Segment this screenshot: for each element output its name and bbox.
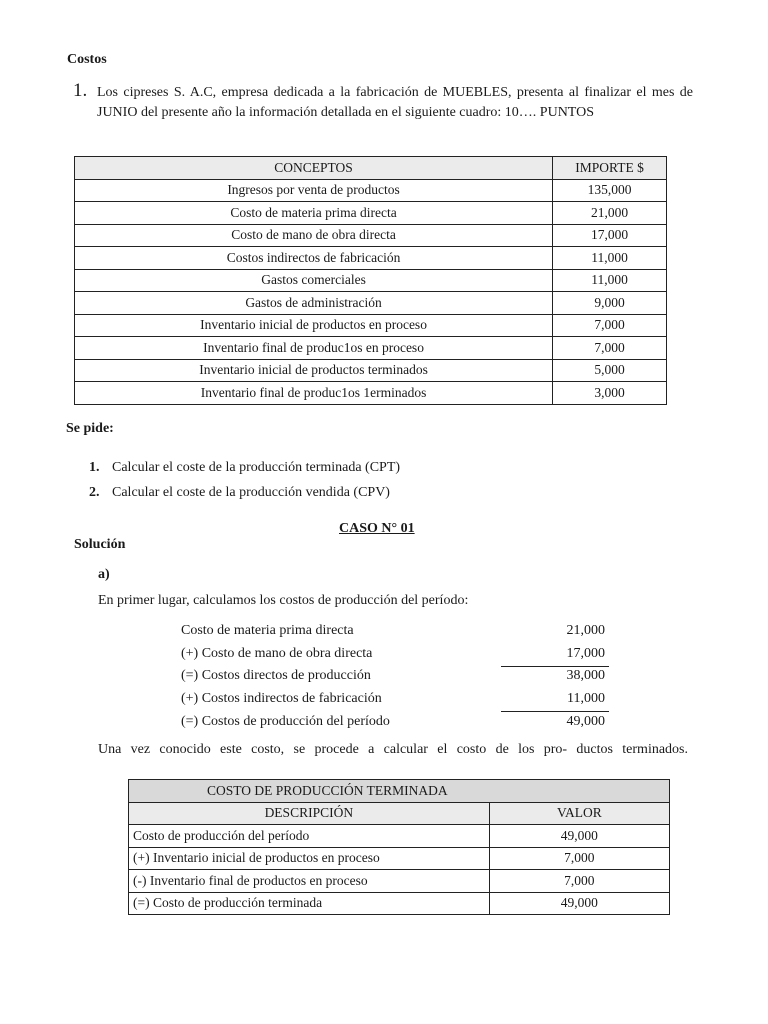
solution-label: Solución xyxy=(74,537,126,552)
calc-label: (=) Costos directos de producción xyxy=(181,668,371,683)
concept-cell: Costo de mano de obra directa xyxy=(75,224,553,247)
amount-cell: 11,000 xyxy=(553,269,667,292)
amount-cell: 135,000 xyxy=(553,179,667,202)
concept-cell: Inventario final de produc1os en proceso xyxy=(75,337,553,360)
table-row xyxy=(75,337,667,360)
table-header-row xyxy=(75,157,667,180)
calc-label: (+) Costo de mano de obra directa xyxy=(181,646,373,661)
request-item xyxy=(89,460,400,476)
concepts-table xyxy=(74,156,667,405)
value-cell: 7,000 xyxy=(489,870,669,893)
amount-cell: 17,000 xyxy=(553,224,667,247)
amount-cell: 7,000 xyxy=(553,337,667,360)
header-value: VALOR xyxy=(489,802,669,825)
table-row xyxy=(129,892,670,915)
case-title: CASO N° 01 xyxy=(339,521,415,536)
table-row xyxy=(129,870,670,893)
header-description: DESCRIPCIÓN xyxy=(129,802,490,825)
concept-cell: Inventario final de produc1os 1erminados xyxy=(75,382,553,405)
description-cell: Costo de producción del período xyxy=(129,825,490,848)
request-number: 2. xyxy=(89,485,100,500)
header-concepts: CONCEPTOS xyxy=(75,157,553,180)
description-cell: (+) Inventario inicial de productos en proceso xyxy=(129,847,490,870)
concept-cell: Costos indirectos de fabricación xyxy=(75,247,553,270)
part-a-label: a) xyxy=(98,567,110,582)
table-row xyxy=(75,179,667,202)
calc-label: (=) Costos de producción del período xyxy=(181,714,390,729)
concept-cell: Inventario inicial de productos terminados xyxy=(75,359,553,382)
amount-cell: 21,000 xyxy=(553,202,667,225)
concept-cell: Costo de materia prima directa xyxy=(75,202,553,225)
amount-cell: 5,000 xyxy=(553,359,667,382)
concept-cell: Gastos de administración xyxy=(75,292,553,315)
amount-cell: 3,000 xyxy=(553,382,667,405)
se-pide-label: Se pide: xyxy=(66,421,114,436)
table-row xyxy=(75,314,667,337)
calc-value: 49,000 xyxy=(566,714,605,729)
calc-value: 21,000 xyxy=(566,623,605,638)
table-row xyxy=(75,292,667,315)
value-cell: 7,000 xyxy=(489,847,669,870)
question-text: Los cipreses S. A.C, empresa dedicada a la fabricación de MUEBLES, presenta al finalizar el mes de JUNIO del presente año la información detallada en el siguiente cuadro: 10…. PUNTOS xyxy=(97,85,693,120)
concept-cell: Ingresos por venta de productos xyxy=(75,179,553,202)
amount-cell: 7,000 xyxy=(553,314,667,337)
table-row xyxy=(75,382,667,405)
section-title: Costos xyxy=(67,52,107,67)
header-amount: IMPORTE $ xyxy=(553,157,667,180)
table-title: COSTO DE PRODUCCIÓN TERMINADA xyxy=(129,780,670,803)
intro-paragraph: En primer lugar, calculamos los costos de producción del período: xyxy=(98,593,469,608)
total-rule xyxy=(501,711,609,712)
finished-production-table xyxy=(128,779,670,915)
table-row xyxy=(75,224,667,247)
table-row xyxy=(75,269,667,292)
value-cell: 49,000 xyxy=(489,892,669,915)
subtotal-rule xyxy=(501,666,609,667)
table-row xyxy=(75,247,667,270)
concept-cell: Inventario inicial de productos en proceso xyxy=(75,314,553,337)
request-number: 1. xyxy=(89,460,100,475)
description-cell: (=) Costo de producción terminada xyxy=(129,892,490,915)
amount-cell: 9,000 xyxy=(553,292,667,315)
concept-cell: Gastos comerciales xyxy=(75,269,553,292)
calc-value: 38,000 xyxy=(566,668,605,683)
request-text: Calcular el coste de la producción vendida (CPV) xyxy=(112,485,390,500)
request-item xyxy=(89,485,390,501)
transition-paragraph: Una vez conocido este costo, se procede a calcular el costo de los pro- ductos terminados. xyxy=(98,742,688,757)
description-cell: (-) Inventario final de productos en proceso xyxy=(129,870,490,893)
request-text: Calcular el coste de la producción terminada (CPT) xyxy=(112,460,401,475)
calc-label: (+) Costos indirectos de fabricación xyxy=(181,691,382,706)
calc-value: 17,000 xyxy=(566,646,605,661)
calc-value: 11,000 xyxy=(567,691,605,706)
amount-cell: 11,000 xyxy=(553,247,667,270)
calc-label: Costo de materia prima directa xyxy=(181,623,354,638)
table-row xyxy=(75,202,667,225)
table-row xyxy=(75,359,667,382)
table-title-row xyxy=(129,780,670,803)
table-row xyxy=(129,825,670,848)
value-cell: 49,000 xyxy=(489,825,669,848)
table-header-row xyxy=(129,802,670,825)
question-number: 1. xyxy=(73,80,88,101)
table-row xyxy=(129,847,670,870)
